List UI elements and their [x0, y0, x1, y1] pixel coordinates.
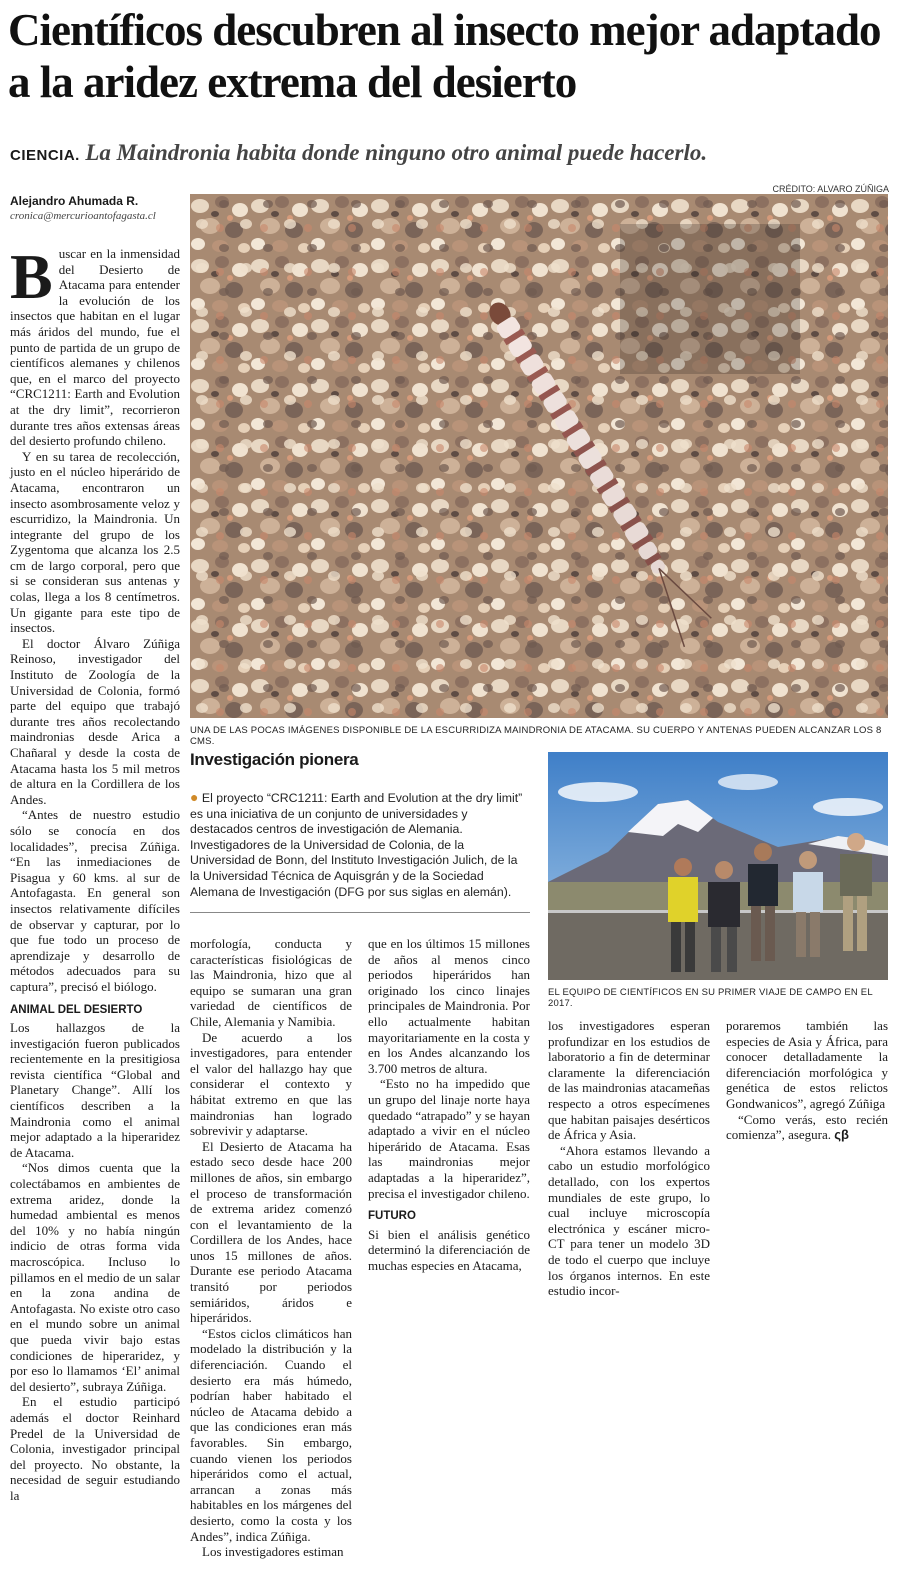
subhead-animal-del-desierto: ANIMAL DEL DESIERTO: [10, 1003, 143, 1016]
paragraph: poraremos también las especies de Asia y África, para conocer detalladamente la diferenciación morfológica y genética de estos relictos Gondwanicos”, agregó Zúñiga: [726, 1018, 888, 1111]
drop-cap: B: [10, 241, 53, 312]
main-photo-caption: UNA DE LAS POCAS IMÁGENES DISPONIBLE DE LA ESCURRIDIZA MAINDRONIA DE ATACAMA. SU CUERPO Y ANTENAS PUEDEN ALCANZAR LOS 8 CMS.: [190, 725, 882, 747]
author-name: Alejandro Ahumada R.: [10, 194, 139, 208]
lead-paragraph: [10, 241, 180, 449]
paragraph: que en los últimos 15 millones de años al menos cinco periodos hiperáridos han originado los cinco linajes principales de Maindronia. Por ello actualmente habitan mayoritariamente en la costa y en los Andes alcanzando los 3.700 metros de altura.: [368, 936, 530, 1076]
section-kicker: CIENCIA.: [10, 147, 80, 164]
sidebar-body: El proyecto “CRC1211: Earth and Evolution at the dry limit” es una iniciativa de un conjunto de universidades y destacados centros de investigación de Alemania. Investigadores de la Universidad de Colonia, de la Universidad de Bonn, del Instituto Investigación Julich, de la la Universidad Técnica de Aquisgrán y de la Sociedad Alemana de Investigación (DFG por sus siglas en alemán).: [190, 791, 523, 899]
deck: [10, 140, 890, 166]
paragraph: [726, 1112, 888, 1143]
team-photo: [548, 752, 888, 980]
column-5: [726, 1018, 888, 1143]
byline: [10, 194, 190, 222]
subheadline: La Maindronia habita donde ninguno otro animal puede hacerlo.: [85, 140, 708, 165]
sidebar-title: Investigación pionera: [190, 750, 359, 769]
insect-photo: [190, 194, 888, 718]
lead-text: uscar en la inmensidad del Desierto de Atacama para entender la evolución de los insectos que habitan en el lugar más áridos del mundo, fue el punto de partida de un grupo de científicos alemanes y chilenos que, en el marco del proyecto “CRC1211: Earth and Evolution at the dry limit”, recorrieron durante tres años extensas áreas del desierto profundo chileno.: [10, 246, 180, 449]
paragraph: En el estudio participó además el doctor Reinhard Predel de la Universidad de Colonia, investigador principal del proyecto. No obstante, la necesidad de seguir estudiando la: [10, 1394, 180, 1503]
paragraph: morfología, conducta y características fisiológicas de las Maindronia, hizo que al equipo se sumaran una gran variedad de científicos de Chile, Alemania y Namibia.: [190, 936, 352, 1029]
closing-quote: “Como verás, esto recién comienza”, asegura.: [726, 1111, 888, 1143]
paragraph: “Estos ciclos climáticos han modelado la distribución y la diferenciación. Cuando el desierto era más húmedo, podrían haber habitado el núcleo de Atacama debido a que las condiciones eran más favorables. Sin embargo, cuando vienen los periodos hiperáridos como el actual, arrancan a zonas más habitables en los márgenes del desierto, como la costa y los Andes”, indica Zúñiga.: [190, 1325, 352, 1544]
subhead-futuro: FUTURO: [368, 1210, 416, 1223]
paragraph: los investigadores esperan profundizar en los estudios de laboratorio a fin de determinar claramente la diferenciación de las maindronias atacameñas respecto a otros especímenes que habitan paisajes desérticos de África y Asia.: [548, 1018, 710, 1143]
column-1: [10, 241, 180, 1504]
paragraph: De acuerdo a los investigadores, para entender el valor del hallazgo hay que considerar el contexto y hábitat extremo en que las maindronias han logrado sobrevivir y adaptarse.: [190, 1029, 352, 1139]
photo-credit: CRÉDITO: ALVARO ZÚÑIGA: [772, 184, 889, 194]
paragraph: El Desierto de Atacama ha estado seco desde hace 200 millones de años, sin embargo el proceso de transformación de extrema aridez comenzó con el levantamiento de la Cordillera de los Andes, hace unos 15 millones de años. Durante ese periodo Atacama transitó por periodos semiáridos, áridos e hiperáridos.: [190, 1138, 352, 1326]
column-2: [190, 936, 352, 1560]
paragraph: Los investigadores estiman: [202, 1544, 344, 1560]
column-3: [368, 936, 530, 1273]
paragraph: Y en su tarea de recolección, justo en el núcleo hiperárido de Atacama, encontraron un insecto asombrosamente veloz y escurridizo, la Maindronia. Un integrante del grupo de los Zygentoma que alcanza los 2.5 cm de largo corporal, pero que si se consideran sus antenas y colas, llega a los 8 centímetros. Un gigante para este tipo de insectos.: [10, 448, 180, 636]
end-mark-icon: ςβ: [834, 1127, 849, 1143]
author-email: cronica@mercurioantofagasta.cl: [10, 210, 156, 222]
paragraph: “Nos dimos cuenta que la colectábamos en ambientes de extrema aridez, donde la humedad ambiental es menos del 10% y no había ningún indicio de otras forma vida macroscópica. Incluso lo pillamos en el medio de un salar en la zona andina de Antofagasta. No existe otro caso en el mundo sobre un animal que pueda vivir bajo estas condiciones de hiperaridez, y por eso lo llamamos ‘El’ animal del desierto”, subraya Zúñiga.: [10, 1160, 180, 1394]
team-photo-caption: EL EQUIPO DE CIENTÍFICOS EN SU PRIMER VIAJE DE CAMPO EN EL 2017.: [548, 987, 873, 1009]
column-4: [548, 1018, 710, 1299]
sidebar-text: [190, 790, 530, 900]
headline: Científicos descubren al insecto mejor adaptado a la aridez extrema del desierto: [8, 5, 881, 107]
paragraph: “Antes de nuestro estudio sólo se conocía en dos localidades”, precisa Zúñiga. “En las inmediaciones de Pisagua y 60 kms. al sur de Antofagasta. En general son insectos relativamente difíciles de observar y capturar, por lo que fue todo un proceso de aprendizaje y desarrollo de métodos adecuados para su captura”, precisó el biólogo.: [10, 807, 180, 994]
paragraph: “Esto no ha impedido que un grupo del linaje norte haya quedado “atrapado” y se hayan adaptado a vivir en el núcleo hiperárido de Atacama. Esas las maindronias mejor adaptadas a la hiperaridez”, precisa el investigador chileno.: [368, 1076, 530, 1201]
paragraph: “Ahora estamos llevando a cabo un estudio morfológico detallado, con los expertos mundiales de este grupo, lo cual incluye microscopía electrónica y escáner micro-CT para tener un modelo 3D de todo el cuerpo que incluye los órganos internos. En este estudio incor-: [548, 1142, 710, 1299]
paragraph: Los hallazgos de la investigación fueron publicados recientemente en la presitigiosa revista científica “Global and Planetary Change”. Allí los científicos describen a la Maindronia como el animal mejor adaptado a la hiperaridez de Atacama.: [10, 1020, 180, 1160]
bullet-icon: ●: [190, 789, 199, 805]
divider: [190, 912, 530, 913]
paragraph: El doctor Álvaro Zúñiga Reinoso, investigador del Instituto de Zoología de la Universidad de Colonia, formó parte del equipo que trabajó durante tres años recolectando maindronias desde Arica a Chañaral y desde la costa de Atacama hasta los 5 mil metros de altura en la Cordillera de los Andes.: [10, 635, 180, 807]
paragraph: Si bien el análisis genético determinó la diferenciación de muchas especies en Atacama,: [368, 1226, 530, 1273]
